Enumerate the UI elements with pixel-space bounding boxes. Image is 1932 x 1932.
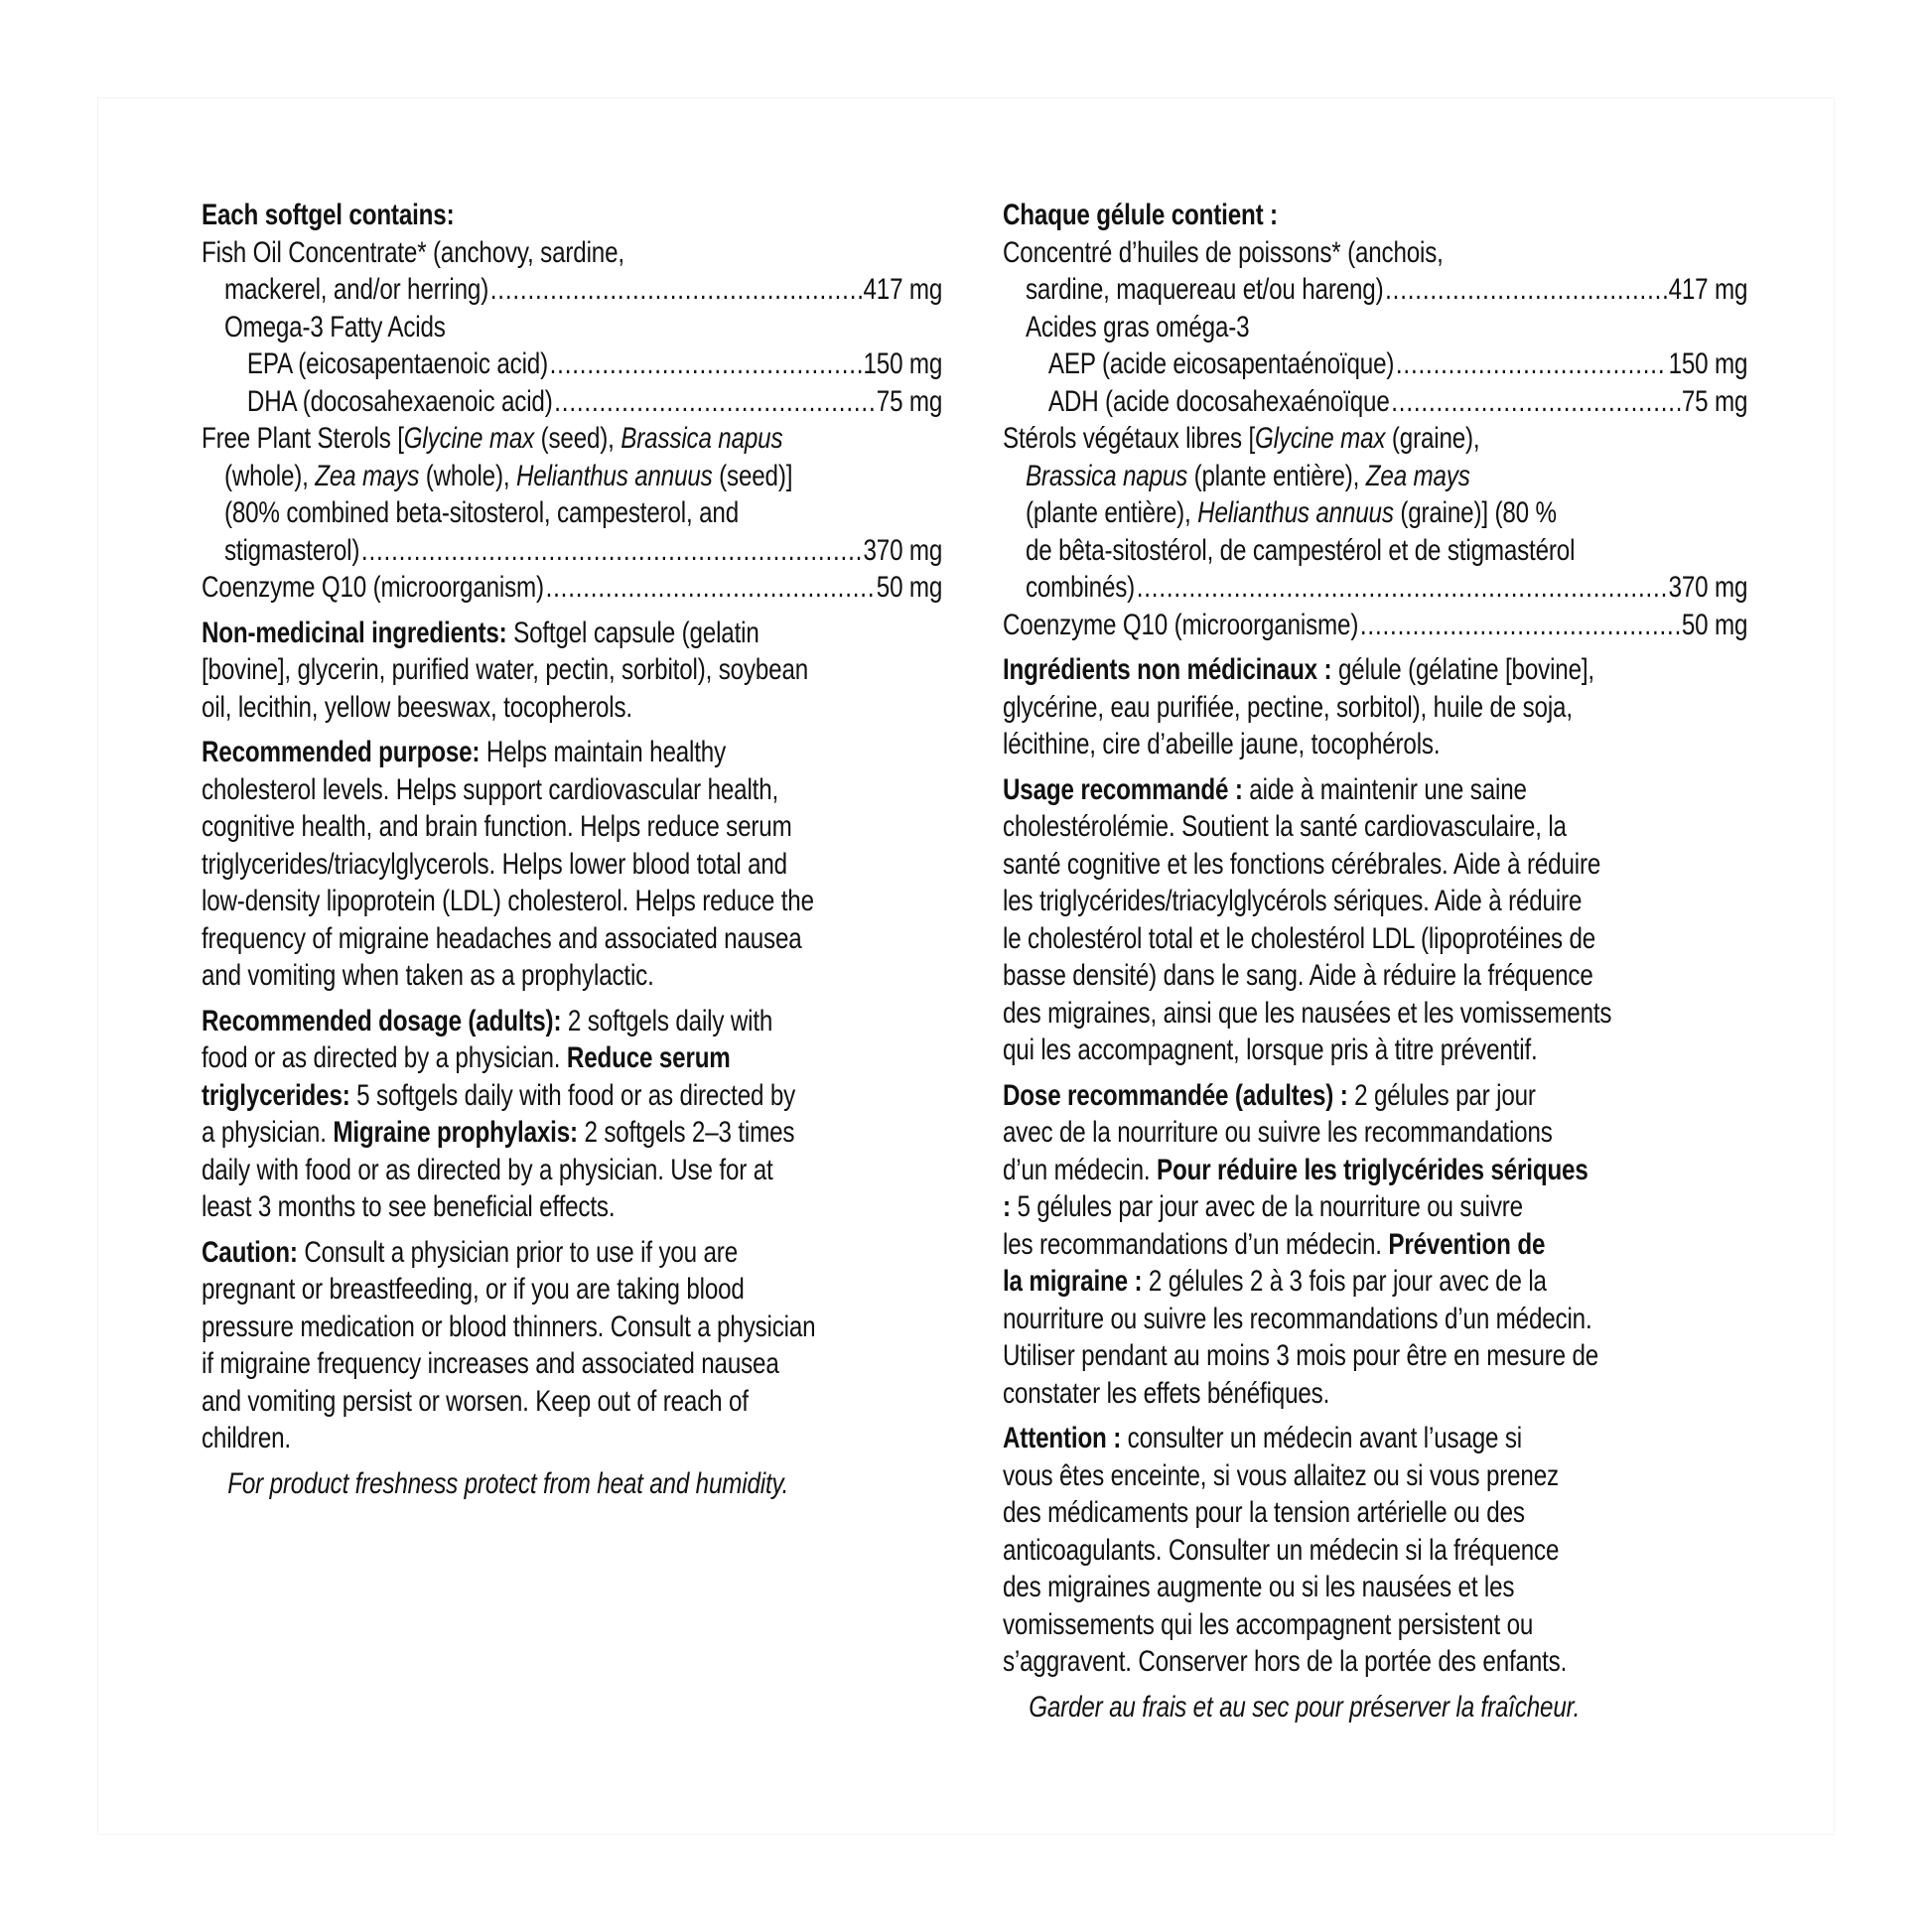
storage-note: For product freshness protect from heat and humidity. xyxy=(227,1466,789,1500)
nonmedicinal-paragraph: Non-medicinal ingredients: Softgel capsule (gelatin [bovine], glycerin, purified water, pectin, sorbitol), soybean oil, lecithin, yellow beeswax, tocopherols. xyxy=(202,616,809,724)
fish-oil-line: Fish Oil Concentrate* (anchovy, sardine, xyxy=(202,235,624,269)
dha-row: DHA (docosahexaenoic acid) ..... 75 mg xyxy=(202,383,942,421)
sterols-line-2-fr: Brassica napus (plante entière), Zea mays xyxy=(1025,459,1470,492)
fish-oil-line-fr: Concentré d’huiles de poissons* (anchois, xyxy=(1003,235,1444,269)
dosage-paragraph-fr: Dose recommandée (adultes) : 2 gélules par jour avec de la nourriture ou suivre les recommandations d’un médecin. Pour réduire les triglycérides sériques : 5 gélules par jour avec de la nourriture ou suivre les recommandations d’un médecin. Prévention de la migraine : 2 gélules 2 à 3 fois par jour avec de la nourriture ou suivre les recommandations d’un médecin. Utiliser pendant au moins 3 mois pour être en mesure de constater les effets bénéfiques. xyxy=(1003,1078,1599,1410)
sterols-line-2: (whole), Zea mays (whole), Helianthus annuus (seed)] xyxy=(223,459,793,492)
purpose-paragraph: Recommended purpose: Helps maintain healthy cholesterol levels. Helps support cardiovascular health, cognitive health, and brain function. Helps reduce serum triglycerides/triacylglycerols. Helps lower blood total and low-density lipoprotein (LDL) cholesterol. Helps reduce the frequency of migraine headaches and associated nausea and vomiting when taken as a prophylactic. xyxy=(202,736,814,992)
purpose-paragraph-fr: Usage recommandé : aide à maintenir une saine cholestérolémie. Soutient la santé cardiovasculaire, la santé cognitive et les fonctions cérébrales. Aide à réduire les triglycérides/triacylglycérols sériques. Aide à réduire le cholestérol total et le cholestérol LDL (lipoprotéines de basse densité) dans le sang. Aide à réduire la fréquence des migraines, ainsi que les nausées et les vomissements qui les accompagnent, lorsque pris à titre préventif. xyxy=(1003,772,1612,1066)
contains-heading-fr: Chaque gélule contient : xyxy=(1003,199,1278,231)
coq10-amount-fr: 50 mg xyxy=(1681,608,1748,641)
sterols-amount: 370 mg xyxy=(863,533,943,567)
coq10-amount: 50 mg xyxy=(876,571,943,604)
sterols-amount-row: stigmasterol) ..... 370 mg xyxy=(202,532,942,570)
omega3-line-fr: Acides gras oméga-3 xyxy=(1025,310,1250,344)
fish-oil-amount: 417 mg xyxy=(863,273,943,306)
sterols-line-3: (80% combined beta-sitosterol, campesterol, and xyxy=(223,496,739,529)
sterols-line: Free Plant Sterols [Glycine max (seed), Brassica napus xyxy=(202,422,783,455)
aep-row: AEP (acide eicosapentaénoïque) ..... 150 mg xyxy=(1003,345,1747,383)
omega3-line: Omega-3 Fatty Acids xyxy=(223,310,446,344)
adh-amount: 75 mg xyxy=(1681,384,1748,418)
caution-paragraph-fr: Attention : consulter un médecin avant l’usage si vous êtes enceinte, si vous allaitez ou si vous prenez des médicaments pour la tension artérielle ou des anticoagulants. Consulter un médecin si la fréquence des migraines augmente ou si les nausées et les vomissements qui les accompagnent persistent ou s’aggravent. Conserver hors de la portée des enfants. xyxy=(1003,1422,1568,1678)
contains-heading: Each softgel contains: xyxy=(202,199,455,231)
fish-oil-amount-fr: 417 mg xyxy=(1668,273,1748,306)
nonmedicinal-paragraph-fr: Ingrédients non médicinaux : gélule (gélatine [bovine], glycérine, eau purifiée, pectine, sorbitol), huile de soja, lécithine, cire d’abeille jaune, tocophérols. xyxy=(1003,653,1594,760)
fish-oil-amount-row-fr: sardine, maquereau et/ou hareng) ..... 417 mg xyxy=(1003,271,1747,309)
sterols-line-4-fr: de bêta-sitostérol, de campestérol et de stigmastérol xyxy=(1025,533,1576,567)
sterols-amount-row-fr: combinés) ..... 370 mg xyxy=(1003,569,1747,607)
caution-paragraph: Caution: Consult a physician prior to use if you are pregnant or breastfeeding, or if you are taking blood pressure medication or blood thinners. Consult a physician if migraine frequency increases and associated nausea and vomiting persist or worsen. Keep out of reach of children. xyxy=(202,1235,816,1454)
dha-amount: 75 mg xyxy=(876,384,943,418)
dosage-paragraph: Recommended dosage (adults): 2 softgels daily with food or as directed by a physician. Reduce serum triglycerides: 5 softgels daily with food or as directed by a physician. Migraine prophylaxis: 2 softgels 2–3 times daily with food or as directed by a physician. Use for at least 3 months to see beneficial effects. xyxy=(202,1004,796,1223)
coq10-row-fr: Coenzyme Q10 (microorganisme) ..... 50 mg xyxy=(1003,607,1747,644)
fish-oil-amount-row: mackerel, and/or herring) ..... 417 mg xyxy=(202,271,942,309)
french-column xyxy=(1003,197,1747,1725)
epa-row: EPA (eicosapentaenoic acid) ..... 150 mg xyxy=(202,345,942,383)
adh-row: ADH (acide docosahexaénoïque ..... 75 mg xyxy=(1003,383,1747,421)
aep-amount: 150 mg xyxy=(1668,347,1748,380)
storage-note-fr: Garder au frais et au sec pour préserver la fraîcheur. xyxy=(1029,1690,1581,1724)
sterols-line-3-fr: (plante entière), Helianthus annuus (graine)] (80 % xyxy=(1025,496,1557,529)
sterols-amount-fr: 370 mg xyxy=(1668,571,1748,604)
english-column xyxy=(202,197,942,1502)
sterols-line-fr: Stérols végétaux libres [Glycine max (graine), xyxy=(1003,422,1480,455)
epa-amount: 150 mg xyxy=(863,347,943,380)
coq10-row: Coenzyme Q10 (microorganism) ..... 50 mg xyxy=(202,569,942,607)
